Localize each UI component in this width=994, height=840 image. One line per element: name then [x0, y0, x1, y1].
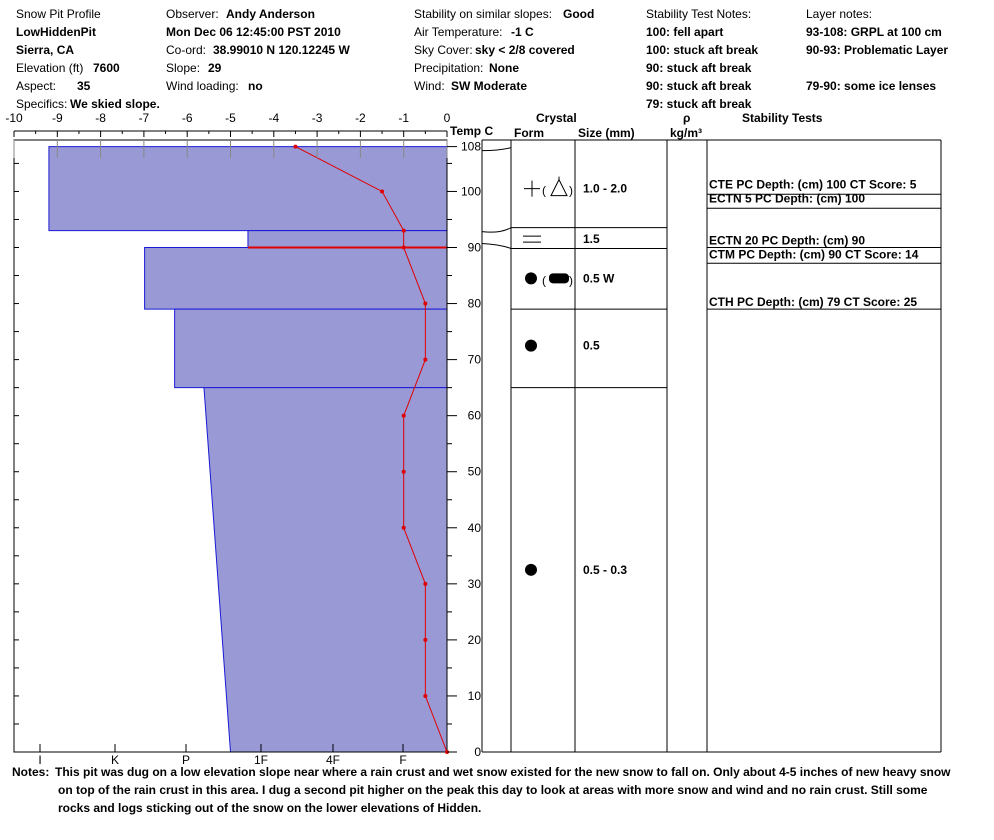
specifics-value: We skied slope. [70, 97, 160, 111]
wind-loading-value: no [248, 79, 263, 93]
wind-loading-label: Wind loading: [166, 79, 239, 93]
pit-name: LowHiddenPit [16, 25, 96, 39]
sky-value: sky < 2/8 covered [475, 43, 575, 57]
stability-tests-header: Stability Tests [742, 111, 823, 125]
temp-tick-label: -6 [181, 111, 193, 125]
hardness-tick-label: P [181, 753, 191, 767]
hardness-tick-label: 4F [325, 753, 341, 767]
notes-label: Notes: [12, 765, 50, 779]
crystal-size: 1.0 - 2.0 [583, 181, 628, 196]
density-symbol-header: ρ [683, 111, 691, 125]
aspect-value: 35 [77, 79, 91, 93]
temperature-point [402, 470, 406, 474]
stability-note: 90: stuck aft break [646, 79, 752, 93]
crystal-column-header: Crystal [536, 111, 577, 125]
temp-tick-label: -7 [138, 111, 150, 125]
coord-value: 38.99010 N 120.12245 W [213, 43, 350, 57]
temperature-point [423, 694, 427, 698]
hardness-layer [248, 231, 447, 248]
layer-note: 90-93: Problematic Layer [806, 43, 949, 57]
paren-icon: ( [542, 183, 546, 198]
notes-line: on top of the rain crust in this area. I dug a second pit higher on the peak this day to look at areas with more snow and wind and no rain crust. Still some [58, 783, 928, 797]
elevation-value: 7600 [93, 61, 120, 75]
stability-notes-title: Stability Test Notes: [646, 7, 752, 21]
profile-title: Snow Pit Profile [16, 7, 101, 21]
stability-note: 100: fell apart [646, 25, 724, 39]
hardness-tick-label: I [38, 753, 42, 767]
stability-note: 100: stuck aft break [646, 43, 759, 57]
rounded-grains-icon [525, 340, 537, 352]
depth-tick-label: 10 [467, 688, 481, 703]
crystal-and-stability-table [482, 140, 941, 752]
observation-date: Mon Dec 06 12:45:00 PST 2010 [166, 25, 341, 39]
stability-test-entry: CTH PC Depth: (cm) 79 CT Score: 25 [709, 295, 918, 310]
size-column-header: Size (mm) [578, 126, 635, 140]
temperature-point [423, 302, 427, 306]
stability-test-entry: ECTN 20 PC Depth: (cm) 90 [709, 233, 866, 248]
depth-tick-label: 50 [467, 464, 481, 479]
hardness-tick-label: 1F [253, 753, 269, 767]
stability-test-entry: CTM PC Depth: (cm) 90 CT Score: 14 [709, 247, 919, 262]
temperature-point [423, 358, 427, 362]
depth-tick-label: 40 [467, 520, 481, 535]
temperature-point [423, 582, 427, 586]
layer-connector [482, 228, 511, 233]
depth-tick-label: 20 [467, 632, 481, 647]
rounded-grains-icon [525, 564, 537, 576]
temperature-point [423, 638, 427, 642]
aspect-label: Aspect: [16, 79, 57, 93]
density-unit-header: kg/m³ [670, 126, 703, 140]
hardness-layer [175, 309, 447, 387]
stability-note: 79: stuck aft break [646, 97, 752, 111]
temperature-point [402, 526, 406, 530]
depth-tick-label: 60 [467, 408, 481, 423]
coord-label: Co-ord: [166, 43, 207, 57]
hardness-layer [145, 248, 447, 310]
temp-tick-label: -2 [355, 111, 366, 125]
crystal-size: 0.5 [583, 338, 600, 353]
hardness-layer [204, 388, 447, 752]
precip-value: None [489, 61, 519, 75]
temp-tick-label: -10 [5, 111, 23, 125]
depth-tick-label: 90 [467, 240, 481, 255]
depth-tick-label: 70 [467, 352, 481, 367]
temp-tick-label: -4 [268, 111, 280, 125]
layer-notes-title: Layer notes: [806, 7, 873, 21]
layer-note: 93-108: GRPL at 100 cm [806, 25, 942, 39]
crystal-size: 0.5 - 0.3 [583, 562, 628, 577]
stability-note: 90: stuck aft break [646, 61, 752, 75]
temp-tick-label: -1 [398, 111, 410, 125]
form-column-header: Form [514, 126, 544, 140]
temp-tick-label: -8 [95, 111, 106, 125]
paren-icon: ) [569, 273, 573, 288]
temp-tick-label: 0 [443, 111, 451, 125]
wind-value: SW Moderate [451, 79, 528, 93]
paren-icon: ( [542, 273, 546, 288]
notes-line: rocks and logs sticking out of the snow on the lower elevations of Hidden. [58, 801, 482, 815]
crystal-size: 1.5 [583, 232, 600, 247]
hardness-tick-label: K [110, 753, 120, 767]
layer-connector [482, 148, 511, 151]
depth-tick-label: 100 [460, 184, 481, 199]
stability-test-entry: ECTN 5 PC Depth: (cm) 100 [709, 191, 866, 206]
temperature-point [402, 414, 406, 418]
temperature-point [380, 189, 384, 193]
observer-value: Andy Anderson [226, 7, 315, 21]
temperature-point [293, 145, 297, 149]
sky-label: Sky Cover: [414, 43, 473, 57]
crystal-size: 0.5 W [583, 271, 615, 286]
ice-lens-icon [549, 273, 569, 283]
slope-label: Slope: [166, 61, 201, 75]
depth-tick-label: 108 [460, 139, 481, 154]
wind-label: Wind: [414, 79, 445, 93]
stability-value: Good [563, 7, 595, 21]
temp-tick-label: -3 [311, 111, 323, 125]
elevation-label: Elevation (ft) [16, 61, 84, 75]
hardness-layers [49, 147, 447, 752]
notes-line: This pit was dug on a low elevation slope near where a rain crust and wet snow existed for the new snow to fall on. Only about 4-5 inches of new heavy snow [55, 765, 951, 779]
hardness-layer [49, 147, 447, 231]
air-temp-label: Air Temperature: [414, 25, 503, 39]
precip-label: Precipitation: [414, 61, 484, 75]
temperature-point [402, 246, 406, 250]
slope-value: 29 [208, 61, 222, 75]
stability-label: Stability on similar slopes: [414, 7, 553, 21]
rounded-grains-icon [525, 272, 537, 284]
layer-note: 79-90: some ice lenses [806, 79, 937, 93]
paren-icon: ) [569, 183, 573, 198]
specifics-label: Specifics: [16, 97, 68, 111]
observer-label: Observer: [166, 7, 219, 21]
depth-tick-label: 0 [474, 745, 481, 759]
depth-tick-label: 80 [467, 296, 481, 311]
temperature-point [402, 229, 406, 233]
temp-tick-label: -9 [51, 111, 63, 125]
hardness-tick-label: F [399, 753, 407, 767]
air-temp-value: -1 C [511, 25, 534, 39]
temp-tick-label: -5 [225, 111, 236, 125]
graupel-icon [551, 180, 567, 196]
temp-column-header: Temp C [450, 124, 494, 138]
pit-location: Sierra, CA [16, 43, 75, 57]
stability-test-entry: CTE PC Depth: (cm) 100 CT Score: 5 [709, 177, 917, 192]
depth-tick-label: 30 [467, 576, 481, 591]
layer-connector [482, 244, 511, 249]
